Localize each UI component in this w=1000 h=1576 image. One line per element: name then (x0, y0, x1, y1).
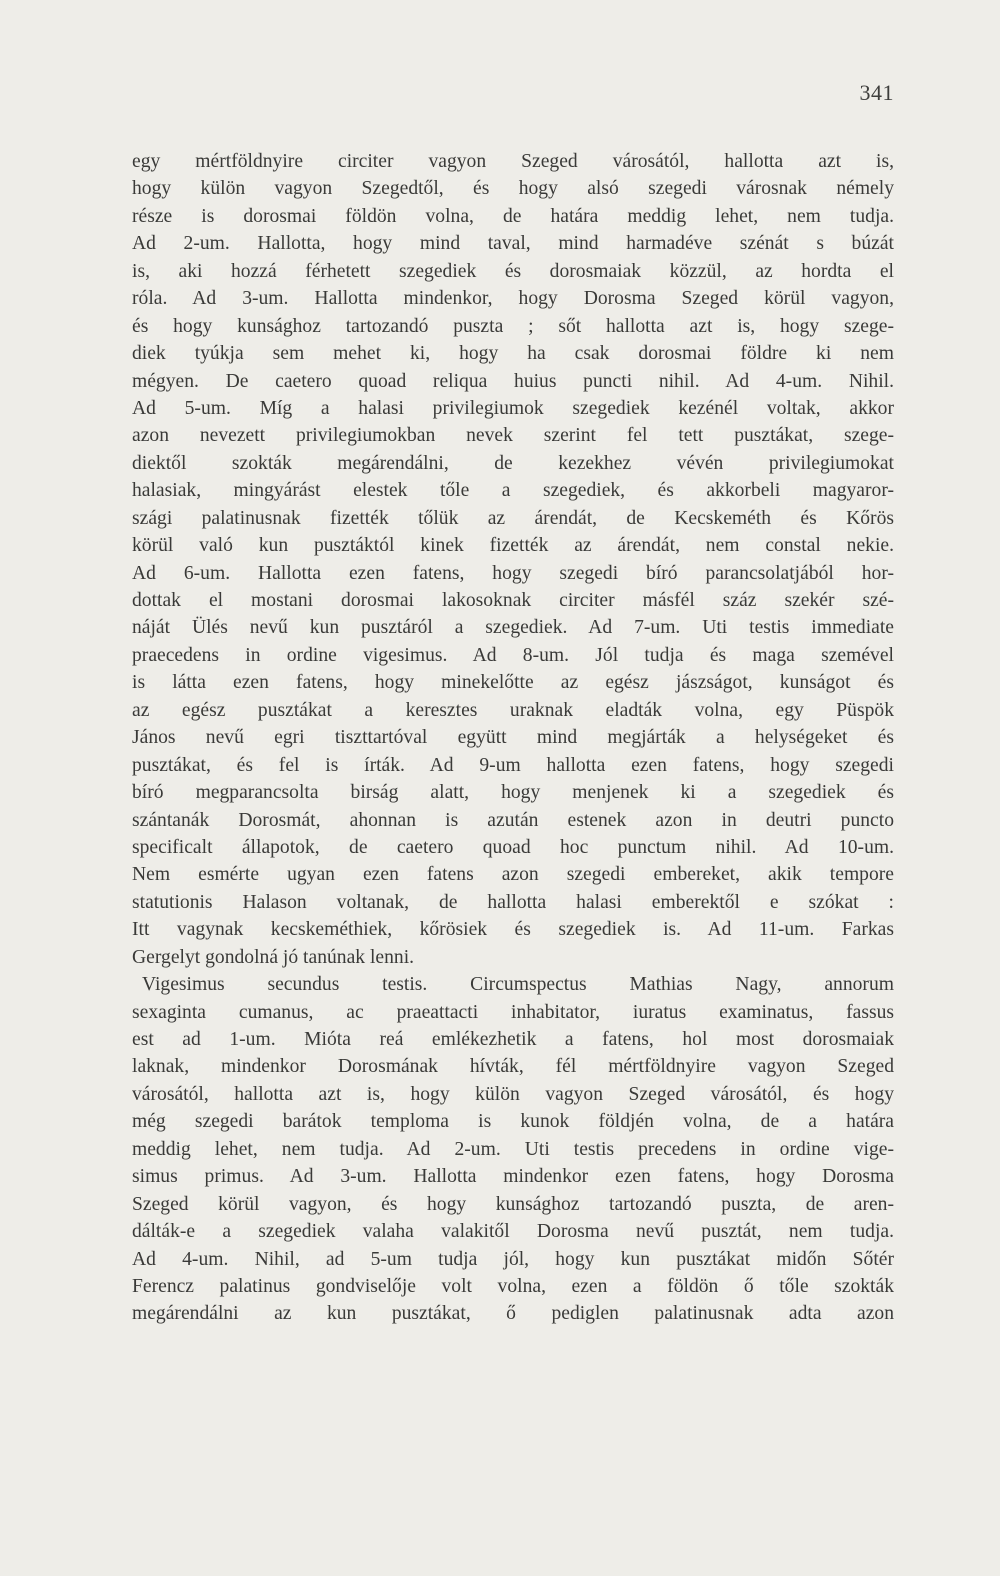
text-line: azon nevezett privilegiumokban nevek szerint fel tett pusztákat, szege- (132, 425, 894, 447)
text-line: szági palatinusnak fizették tőlük az árendát, de Kecskeméth és Kőrös (132, 507, 894, 529)
text-line: része is dorosmai földön volna, de határa meddig lehet, nem tudja. (132, 205, 894, 227)
text-line: bíró megparancsolta birság alatt, hogy menjenek ki a szegediek és (132, 782, 894, 804)
text-line: városától, hallotta azt is, hogy külön vagyon Szeged városától, és hogy (132, 1083, 894, 1105)
text-line: diek tyúkja sem mehet ki, hogy ha csak dorosmai földre ki nem (132, 343, 894, 365)
text-line: laknak, mindenkor Dorosmának hívták, fél mértföldnyire vagyon Szeged (132, 1056, 894, 1078)
text-line: hogy külön vagyon Szegedtől, és hogy alsó szegedi városnak némely (132, 178, 894, 200)
text-line: Ferencz palatinus gondviselője volt volna, ezen a földön ő tőle szokták (132, 1275, 894, 1297)
text-line: az egész pusztákat a keresztes uraknak eladták volna, egy Püspök (132, 699, 894, 721)
text-line: Szeged körül vagyon, és hogy kunsághoz tartozandó puszta, de aren- (132, 1193, 894, 1215)
text-line: pusztákat, és fel is írták. Ad 9-um hallotta ezen fatens, hogy szegedi (132, 754, 894, 776)
text-line: is, aki hozzá férhetett szegediek és dorosmaiak közzül, az hordta el (132, 260, 894, 282)
text-line: Ad 6-um. Hallotta ezen fatens, hogy szegedi bíró parancsolatjából hor- (132, 562, 894, 584)
body-text (132, 148, 894, 1328)
text-line: est ad 1-um. Mióta reá emlékezhetik a fatens, hol most dorosmaiak (132, 1029, 894, 1050)
text-line: róla. Ad 3-um. Hallotta mindenkor, hogy Dorosma Szeged körül vagyon, (132, 288, 894, 310)
text-line: Ad 2-um. Hallotta, hogy mind taval, mind harmadéve szénát s búzát (132, 233, 894, 255)
text-line: szántanák Dorosmát, ahonnan is azután estenek azon in deutri puncto (132, 809, 894, 831)
text-line: Ad 5-um. Míg a halasi privilegiumok szegediek kezénél voltak, akkor (132, 397, 894, 419)
text-line: statutionis Halason voltanak, de hallotta halasi emberektől e szókat : (132, 891, 894, 913)
text-line: Ad 4-um. Nihil, ad 5-um tudja jól, hogy kun pusztákat midőn Sőtér (132, 1248, 894, 1270)
text-line: halasiak, mingyárást elestek tőle a szegediek, és akkorbeli magyaror- (132, 480, 894, 502)
page-number: 341 (859, 80, 894, 105)
text-line: sexaginta cumanus, ac praeattacti inhabitator, iuratus examinatus, fassus (132, 1001, 894, 1023)
text-line: megárendálni az kun pusztákat, ő pediglen palatinusnak adta azon (132, 1303, 894, 1325)
text-line: János nevű egri tiszttartóval együtt mind megjárták a helységeket és (132, 727, 894, 749)
text-line: specificalt állapotok, de caetero quoad hoc punctum nihil. Ad 10-um. (132, 836, 894, 858)
text-line: Itt vagynak kecskeméthiek, kőrösiek és szegediek is. Ad 11-um. Farkas (132, 919, 894, 941)
text-line: egy mértföldnyire circiter vagyon Szeged városától, hallotta azt is, (132, 151, 894, 172)
text-line: Nem esmérte ugyan ezen fatens azon szegedi embereket, akik tempore (132, 864, 894, 886)
text-line: dottak el mostani dorosmai lakosoknak circiter másfél száz szekér szé- (132, 590, 894, 611)
text-line: praecedens in ordine vigesimus. Ad 8-um. Jól tudja és maga szemével (132, 644, 894, 666)
text-line: diektől szokták megárendálni, de kezekhez vévén privilegiumokat (132, 452, 894, 474)
text-line: náját Ülés nevű kun pusztáról a szegediek. Ad 7-um. Uti testis immediate (132, 617, 894, 639)
text-line: és hogy kunsághoz tartozandó puszta ; sőt hallotta azt is, hogy szege- (132, 315, 894, 337)
text-line: Gergelyt gondolná jó tanúnak lenni. (132, 946, 415, 968)
text-line: is látta ezen fatens, hogy minekelőtte az egész jászságot, kunságot és (132, 672, 894, 694)
text-line: meddig lehet, nem tudja. Ad 2-um. Uti testis precedens in ordine vige- (132, 1138, 894, 1160)
text-line: simus primus. Ad 3-um. Hallotta mindenkor ezen fatens, hogy Dorosma (132, 1166, 894, 1188)
text-line: dálták-e a szegediek valaha valakitől Dorosma nevű pusztát, nem tudja. (132, 1221, 894, 1243)
text-line: Vigesimus secundus testis. Circumspectus Mathias Nagy, annorum (142, 974, 894, 996)
text-line: körül való kun pusztáktól kinek fizették az árendát, nem constal nekie. (132, 535, 894, 557)
text-line: mégyen. De caetero quoad reliqua huius puncti nihil. Ad 4-um. Nihil. (132, 370, 894, 392)
text-line: még szegedi barátok temploma is kunok földjén volna, de a határa (132, 1111, 894, 1133)
